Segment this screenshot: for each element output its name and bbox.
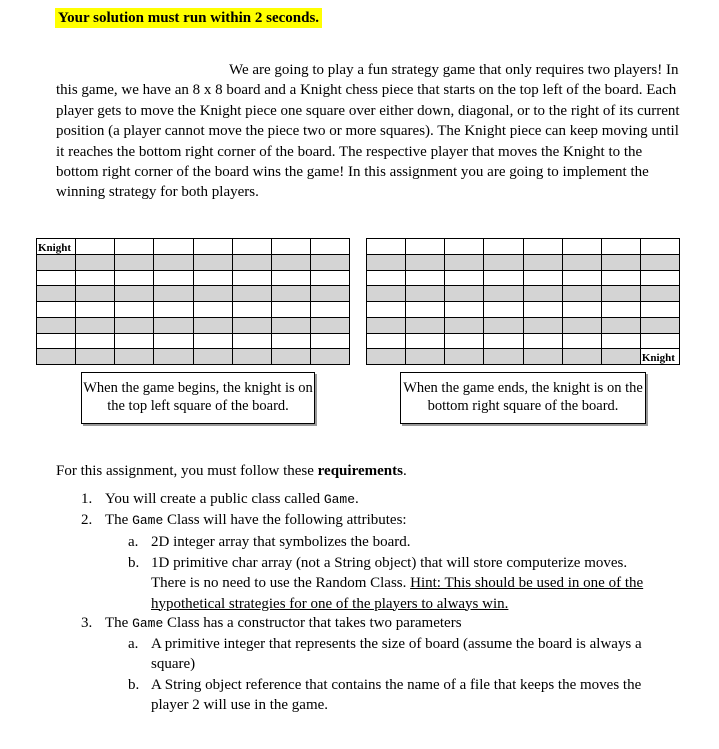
caption-end-text: When the game ends, the knight is on the bottom right square of the board. [403,380,643,414]
board-cell [37,286,75,301]
requirement-1-number: 1. [81,491,93,507]
requirement-1-suffix: . [355,491,359,507]
requirement-1-code: Game [323,492,356,507]
board-cell [115,239,153,254]
board-cell [115,271,153,286]
requirements-intro [56,461,407,481]
board-cell [602,302,640,317]
board-cell [194,349,232,364]
board-cell [602,349,640,364]
requirement-3-text: The [105,615,133,631]
board-cell [602,255,640,270]
board-cell [563,334,601,349]
board-cell [115,334,153,349]
board-cell [194,334,232,349]
requirement-2b-line2: There is no need to use the Random Class. [151,575,411,592]
board-cell [233,318,271,333]
board-cell [154,349,192,364]
board-cell [563,239,601,254]
caption-end [400,372,646,424]
board-cell [641,302,679,317]
board-cell [445,239,483,254]
board-cell [233,271,271,286]
board-cell [367,302,405,317]
board-cell [154,334,192,349]
requirement-2-suffix: Class will have the following attributes: [163,512,407,528]
board-cell [311,334,349,349]
knight-label: Knight [641,352,675,364]
board-cell [563,302,601,317]
board-cell [406,271,444,286]
board-cell [524,286,562,301]
board-cell [367,334,405,349]
requirement-3b-line1: A String object reference that contains the name of a file that keeps the moves the [151,677,642,693]
knight-label: Knight [38,241,72,254]
board-cell [563,318,601,333]
board-cell [272,318,310,333]
board-cell [641,349,679,364]
board-cell [524,239,562,254]
requirement-3a-letter: a. [128,636,139,652]
game-description: We are going to play a fun strategy game that only requires two players! In this game, we have an 8 x 8 board and a Knight chess piece that starts on the top left of the board. Each player gets to move the Knight piece one square over either down, diagonal, or to the right of its current position (a player cannot move the piece two or more squares). The Knight piece can keep moving until it reaches the bottom right corner of the board. The respective player that moves the Knight to the bottom right corner of the board wins the game! In this assignment you are going to implement the winning strategy for both players. [56,62,680,201]
requirements-intro-bold: requirements [317,463,403,479]
requirement-3b-letter: b. [128,677,140,693]
requirement-2-number: 2. [81,512,93,528]
board-cell [367,255,405,270]
board-cell [154,239,192,254]
board-cell [641,271,679,286]
board-cell [272,286,310,301]
board-cell [37,318,75,333]
board-cell [406,302,444,317]
requirement-3a-line2: square) [151,656,196,673]
board-cell [194,255,232,270]
board-cell [311,255,349,270]
board-cell [602,239,640,254]
board-cell [115,318,153,333]
requirement-3b-line2: player 2 will use in the game. [151,697,329,714]
board-cell [194,286,232,301]
board-end [366,238,680,365]
board-cell [406,334,444,349]
board-cell [233,255,271,270]
requirement-1-text: You will create a public class called [105,491,324,507]
board-cell [406,239,444,254]
requirement-2a-letter: a. [128,534,139,550]
board-start [36,238,350,365]
board-cell [37,349,75,364]
requirement-2b-hint-part2: hypothetical strategies for one of the players to always win. [151,595,509,612]
board-cell [272,349,310,364]
board-cell [272,271,310,286]
board-cell [484,334,522,349]
board-cell [76,302,114,317]
board-cell [154,271,192,286]
board-cell [406,318,444,333]
board-cell [445,255,483,270]
board-cell [272,302,310,317]
board-cell [602,271,640,286]
board-cell [272,255,310,270]
board-cell [154,302,192,317]
board-cell [233,239,271,254]
board-cell [445,286,483,301]
board-cell [37,334,75,349]
requirement-2b-hint-part1: Hint: This should be used in one of the [410,575,644,592]
board-cell [484,271,522,286]
board-cell [311,318,349,333]
board-cell [115,349,153,364]
requirement-3-code: Game [132,616,164,631]
board-cell [524,255,562,270]
board-cell [602,318,640,333]
board-cell [233,349,271,364]
board-cell [37,271,75,286]
board-cell [563,255,601,270]
board-cell [76,334,114,349]
board-cell [272,239,310,254]
board-cell [367,239,405,254]
board-cell [311,271,349,286]
requirement-2b-letter: b. [128,555,140,571]
board-cell [641,239,679,254]
board-cell [367,318,405,333]
board-cell [367,286,405,301]
board-cell [194,271,232,286]
board-cell [602,334,640,349]
board-cell [484,255,522,270]
board-cell [76,271,114,286]
board-cell [311,239,349,254]
board-cell [406,286,444,301]
board-cell [367,349,405,364]
requirement-2b-line1: 1D primitive char array (not a String object) that will store computerize moves. [151,555,628,571]
board-cell [233,302,271,317]
board-cell [641,286,679,301]
board-cell [154,255,192,270]
requirement-3-suffix: Class has a constructor that takes two parameters [163,615,462,631]
requirements-intro-prefix: For this assignment, you must follow these [56,463,318,479]
board-cell [194,302,232,317]
board-cell [194,318,232,333]
board-cell [524,349,562,364]
time-limit-banner: Your solution must run within 2 seconds. [55,8,322,28]
board-cell [115,286,153,301]
board-cell [233,334,271,349]
requirement-2-code: Game [132,513,164,528]
board-cell [563,286,601,301]
board-cell [233,286,271,301]
board-cell [311,349,349,364]
board-cell [602,286,640,301]
requirement-3a-line1: A primitive integer that represents the size of board (assume the board is always a [151,636,642,652]
board-cell [641,334,679,349]
board-cell [76,239,114,254]
caption-start [81,372,315,424]
board-cell [524,302,562,317]
board-cell [37,302,75,317]
board-cell [641,318,679,333]
board-cell [76,255,114,270]
board-cell [484,302,522,317]
board-cell [484,239,522,254]
board-cell [484,349,522,364]
board-cell [194,239,232,254]
board-cell [445,302,483,317]
board-cell [154,318,192,333]
board-cell [311,286,349,301]
board-cell [484,286,522,301]
board-cell [367,271,405,286]
board-cell [524,318,562,333]
caption-start-text: When the game begins, the knight is on the top left square of the board. [83,380,313,414]
board-cell [272,334,310,349]
board-cell [641,255,679,270]
board-cell [76,286,114,301]
board-cell [154,286,192,301]
board-cell [37,239,75,254]
requirement-2a-text: 2D integer array that symbolizes the board. [151,534,411,550]
board-cell [311,302,349,317]
board-cell [406,349,444,364]
board-cell [563,271,601,286]
board-cell [524,271,562,286]
requirement-3-number: 3. [81,615,93,631]
board-cell [37,255,75,270]
requirement-2-text: The [105,512,133,528]
board-cell [445,334,483,349]
board-cell [406,255,444,270]
board-cell [484,318,522,333]
board-cell [76,349,114,364]
requirements-intro-suffix: . [402,463,407,479]
board-cell [115,302,153,317]
board-cell [445,318,483,333]
board-cell [563,349,601,364]
board-cell [76,318,114,333]
board-cell [445,349,483,364]
board-cell [445,271,483,286]
board-cell [115,255,153,270]
board-cell [524,334,562,349]
